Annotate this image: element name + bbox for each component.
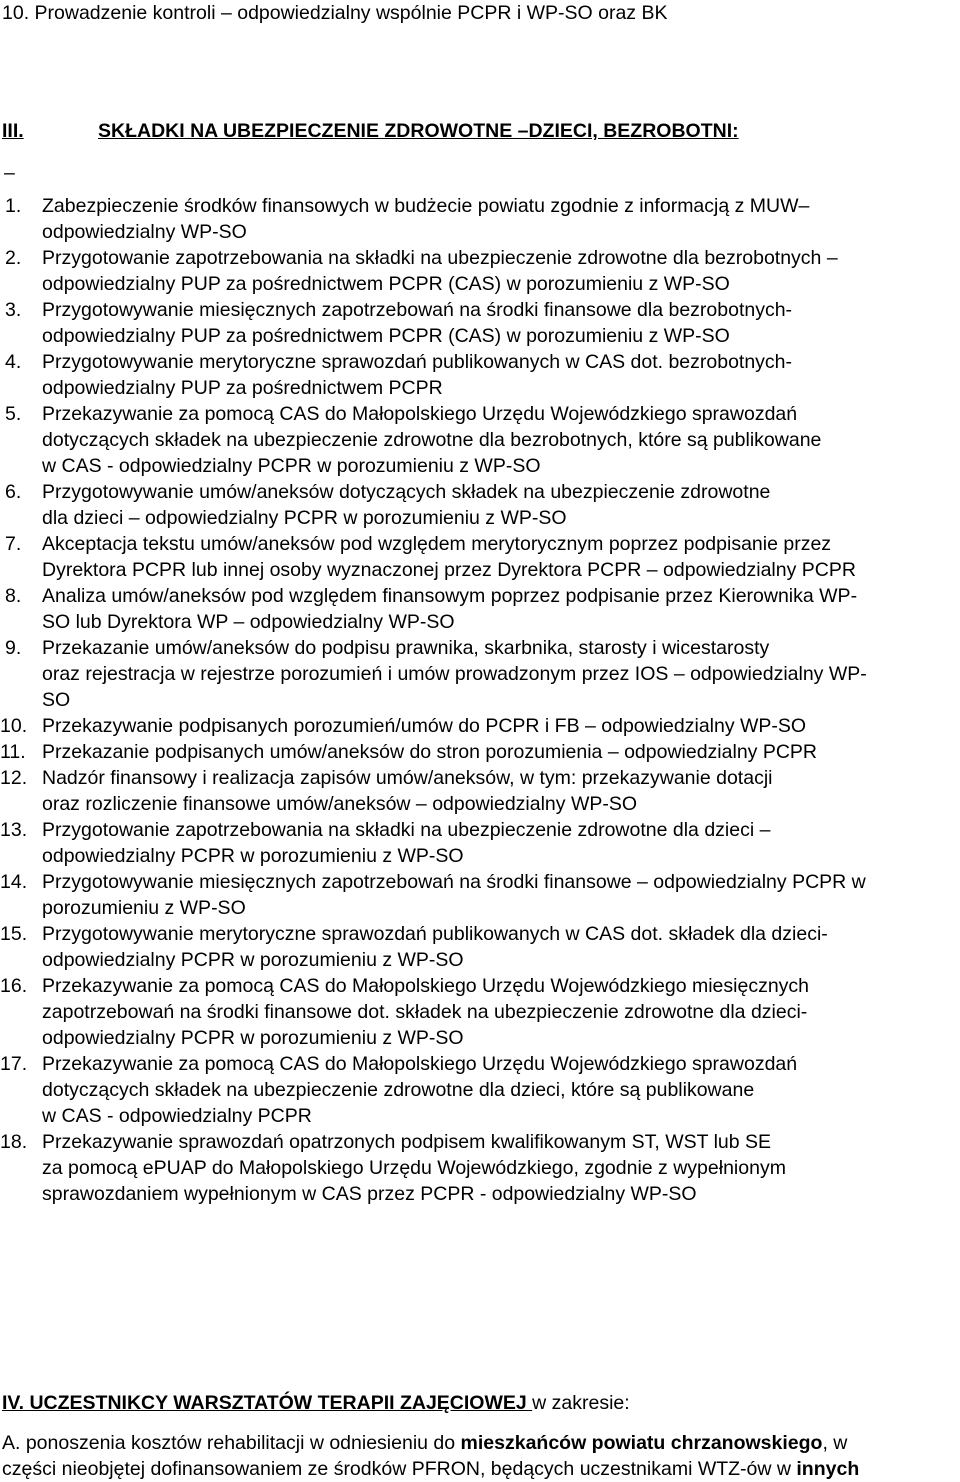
list-item: [0, 765, 960, 817]
list-item: [0, 921, 960, 973]
list-item: [0, 193, 960, 245]
list-item-number: 1.: [5, 195, 22, 217]
list-item-number: 6.: [5, 481, 22, 503]
list-item-line: Przygotowywanie merytoryczne sprawozdań publikowanych w CAS dot. bezrobotnych-: [42, 351, 793, 373]
paragraph-text: A. ponoszenia kosztów rehabilitacji w odniesieniu do: [2, 1432, 461, 1454]
list-item-line: Przygotowywanie miesięcznych zapotrzebowań na środki finansowe – odpowiedzialny PCPR w: [42, 871, 866, 893]
list-item-number: 12.: [0, 767, 28, 789]
list-item-line: odpowiedzialny PCPR w porozumieniu z WP-SO: [42, 1027, 464, 1049]
list-item-line: odpowiedzialny PCPR w porozumieniu z WP-SO: [42, 949, 464, 971]
section-iv-title: IV. UCZESTNIKCY WARSZTATÓW TERAPII ZAJĘCIOWEJ: [2, 1392, 533, 1414]
top-line: 10. Prowadzenie kontroli – odpowiedzialny wspólnie PCPR i WP-SO oraz BK: [2, 2, 668, 24]
list-item-line: odpowiedzialny PCPR w porozumieniu z WP-SO: [42, 845, 464, 867]
list-item: [0, 1129, 960, 1207]
list-item: [0, 531, 960, 583]
paragraph-text: , w: [822, 1432, 848, 1454]
list-item-line: SO lub Dyrektora WP – odpowiedzialny WP-SO: [42, 611, 455, 633]
list-item-line: Przekazywanie sprawozdań opatrzonych podpisem kwalifikowanym ST, WST lub SE: [42, 1131, 772, 1153]
list-item-line: dotyczących składek na ubezpieczenie zdrowotne dla dzieci, które są publikowane: [42, 1079, 755, 1101]
list-item-line: Przygotowywanie merytoryczne sprawozdań publikowanych w CAS dot. składek dla dzieci-: [42, 923, 828, 945]
list-item-line: w CAS - odpowiedzialny PCPR w porozumieniu z WP-SO: [42, 455, 541, 477]
list-item-number: 11.: [0, 741, 26, 763]
list-item-line: Przekazywanie za pomocą CAS do Małopolskiego Urzędu Wojewódzkiego miesięcznych: [42, 975, 810, 997]
section-iii-title: SKŁADKI NA UBEZPIECZENIE ZDROWOTNE –DZIECI, BEZROBOTNI:: [98, 120, 739, 142]
section-iv-paragraph: [2, 1430, 958, 1482]
numbered-list: [0, 193, 960, 1207]
list-item-line: oraz rejestracja w rejestrze porozumień i umów prowadzonym przez IOS – odpowiedzialny WP-: [42, 663, 867, 685]
section-iii-number: III.: [2, 120, 24, 142]
list-item: [0, 635, 960, 713]
list-item: [0, 869, 960, 921]
list-item-line: Przekazanie umów/aneksów do podpisu prawnika, skarbnika, starosty i wicestarosty: [42, 637, 770, 659]
paragraph-bold-text: mieszkańców powiatu chrzanowskiego: [460, 1432, 823, 1454]
list-item: [0, 297, 960, 349]
list-item-line: Zabezpieczenie środków finansowych w budżecie powiatu zgodnie z informacją z MUW–: [42, 195, 810, 217]
list-item-line: w CAS - odpowiedzialny PCPR: [42, 1105, 312, 1127]
list-item-line: oraz rozliczenie finansowe umów/aneksów – odpowiedzialny WP-SO: [42, 793, 638, 815]
section-iii-heading: [2, 118, 739, 144]
list-item-number: 5.: [5, 403, 22, 425]
list-item-line: Nadzór finansowy i realizacja zapisów umów/aneksów, w tym: przekazywanie dotacji: [42, 767, 773, 789]
paragraph-bold-text: innych: [796, 1458, 860, 1480]
list-item-line: Przygotowanie zapotrzebowania na składki na ubezpieczenie zdrowotne dla dzieci –: [42, 819, 771, 841]
dash-marker: –: [4, 162, 15, 184]
list-item-number: 3.: [5, 299, 22, 321]
paragraph-line: [2, 1456, 958, 1482]
paragraph-line: [2, 1430, 958, 1456]
list-item: [0, 401, 960, 479]
list-item-line: porozumieniu z WP-SO: [42, 897, 246, 919]
list-item-line: odpowiedzialny PUP za pośrednictwem PCPR (CAS) w porozumieniu z WP-SO: [42, 273, 730, 295]
list-item: [0, 583, 960, 635]
list-item: [0, 713, 960, 739]
list-item-line: Przygotowanie zapotrzebowania na składki na ubezpieczenie zdrowotne dla bezrobotnych –: [42, 247, 838, 269]
list-item-line: Akceptacja tekstu umów/aneksów pod względem merytorycznym poprzez podpisanie przez: [42, 533, 832, 555]
list-item-line: Przygotowywanie miesięcznych zapotrzebowań na środki finansowe dla bezrobotnych-: [42, 299, 793, 321]
list-item-line: za pomocą ePUAP do Małopolskiego Urzędu Wojewódzkiego, zgodnie z wypełnionym: [42, 1157, 786, 1179]
list-item: [0, 739, 960, 765]
section-iv-suffix: w zakresie:: [532, 1392, 630, 1414]
list-item-line: odpowiedzialny WP-SO: [42, 221, 247, 243]
list-item-number: 10.: [0, 715, 28, 737]
list-item-line: SO: [42, 689, 71, 711]
list-item-line: dla dzieci – odpowiedzialny PCPR w porozumieniu z WP-SO: [42, 507, 567, 529]
list-item: [0, 245, 960, 297]
list-item: [0, 817, 960, 869]
list-item-number: 18.: [0, 1131, 28, 1153]
list-item-line: odpowiedzialny PUP za pośrednictwem PCPR (CAS) w porozumieniu z WP-SO: [42, 325, 730, 347]
list-item: [0, 973, 960, 1051]
paragraph-text: części nieobjętej dofinansowaniem ze środków PFRON, będących uczestnikami WTZ-ów w: [2, 1458, 797, 1480]
list-item-number: 8.: [5, 585, 22, 607]
list-item: [0, 479, 960, 531]
list-item: [0, 1051, 960, 1129]
list-item-number: 14.: [0, 871, 28, 893]
list-item-number: 13.: [0, 819, 28, 841]
section-iv-heading: [2, 1390, 630, 1416]
list-item-line: Przekazanie podpisanych umów/aneksów do stron porozumienia – odpowiedzialny PCPR: [42, 741, 818, 763]
list-item-line: sprawozdaniem wypełnionym w CAS przez PCPR - odpowiedzialny WP-SO: [42, 1183, 697, 1205]
list-item-line: Dyrektora PCPR lub innej osoby wyznaczonej przez Dyrektora PCPR – odpowiedzialny PCPR: [42, 559, 856, 581]
list-item-line: Przekazywanie podpisanych porozumień/umów do PCPR i FB – odpowiedzialny WP-SO: [42, 715, 807, 737]
list-item-line: odpowiedzialny PUP za pośrednictwem PCPR: [42, 377, 443, 399]
list-item-number: 15.: [0, 923, 28, 945]
list-item-number: 9.: [5, 637, 22, 659]
list-item-number: 17.: [0, 1053, 28, 1075]
list-item-line: Przygotowywanie umów/aneksów dotyczących składek na ubezpieczenie zdrowotne: [42, 481, 771, 503]
list-item: [0, 349, 960, 401]
list-item-line: Przekazywanie za pomocą CAS do Małopolskiego Urzędu Wojewódzkiego sprawozdań: [42, 1053, 798, 1075]
list-item-number: 4.: [5, 351, 22, 373]
list-item-line: zapotrzebowań na środki finansowe dot. składek na ubezpieczenie zdrowotne dla dzieci-: [42, 1001, 808, 1023]
list-item-number: 2.: [5, 247, 22, 269]
list-item-line: Analiza umów/aneksów pod względem finansowym poprzez podpisanie przez Kierownika WP-: [42, 585, 858, 607]
list-item-number: 7.: [5, 533, 22, 555]
list-item-line: Przekazywanie za pomocą CAS do Małopolskiego Urzędu Wojewódzkiego sprawozdań: [42, 403, 798, 425]
list-item-number: 16.: [0, 975, 28, 997]
list-item-line: dotyczących składek na ubezpieczenie zdrowotne dla bezrobotnych, które są publikowane: [42, 429, 822, 451]
